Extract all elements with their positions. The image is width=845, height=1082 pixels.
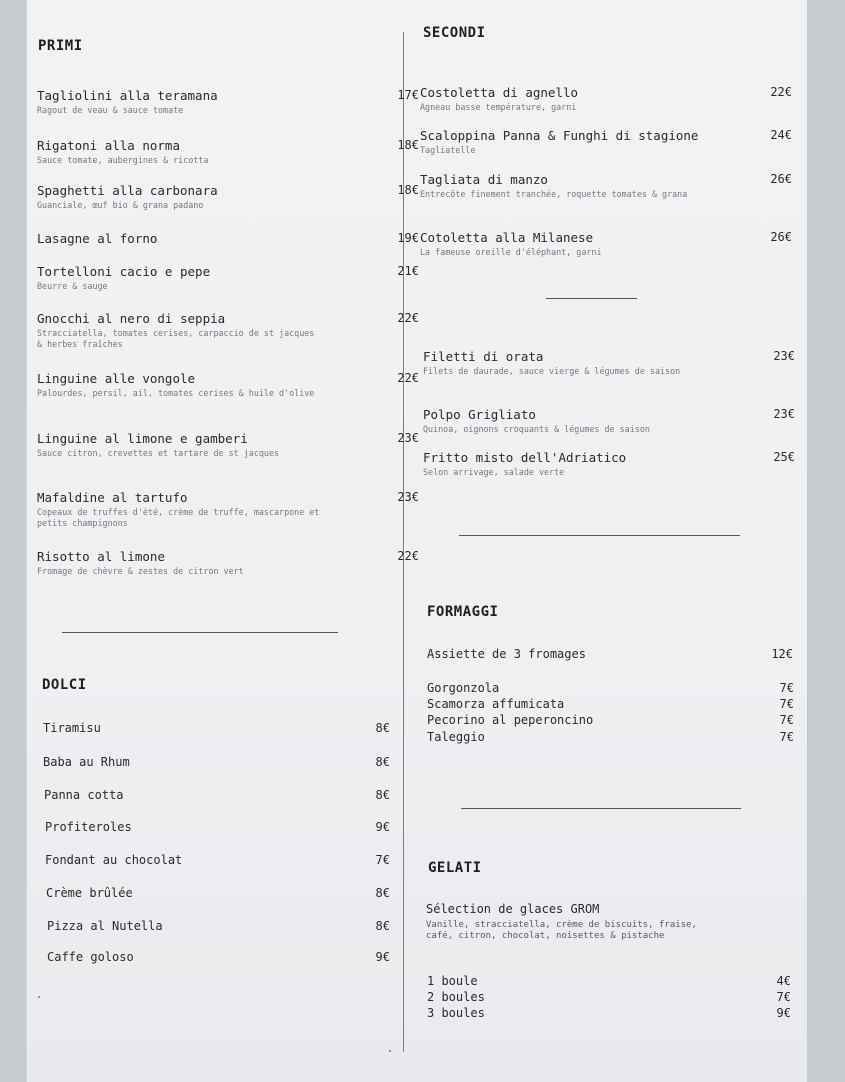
dessert-name: Profiteroles bbox=[45, 820, 132, 834]
cheese-row bbox=[427, 697, 794, 711]
dessert-name: Fondant au chocolat bbox=[45, 853, 183, 867]
dessert-name: Baba au Rhum bbox=[43, 755, 130, 769]
item-name: Tagliolini alla teramana bbox=[37, 88, 218, 103]
item-name: Cotoletta alla Milanese bbox=[420, 230, 594, 245]
item-name: Linguine al limone e gamberi bbox=[37, 431, 248, 446]
dessert-row bbox=[45, 853, 390, 867]
cheese-price: 7€ bbox=[779, 730, 794, 744]
dessert-name: Pizza al Nutella bbox=[47, 919, 163, 933]
item-name: Linguine alle vongole bbox=[37, 371, 196, 386]
item-name: Gnocchi al nero di seppia bbox=[37, 311, 226, 326]
dessert-price: 9€ bbox=[375, 950, 390, 964]
cheese-name: Gorgonzola bbox=[427, 681, 500, 695]
item-price: 19€ bbox=[397, 231, 419, 245]
secondi-heading: SECONDI bbox=[423, 25, 486, 41]
gelati-flavours: Vanille, stracciatella, crème de biscuits, fraise, café, citron, chocolat, noisettes & pistache bbox=[426, 920, 697, 941]
menu-item bbox=[37, 311, 419, 350]
item-description: Beurre & sauge bbox=[37, 281, 108, 291]
dessert-row bbox=[47, 950, 390, 964]
menu-item bbox=[420, 172, 792, 200]
cheese-price: 7€ bbox=[779, 697, 794, 711]
item-price: 23€ bbox=[397, 431, 419, 445]
section-rule bbox=[461, 808, 741, 809]
item-description: Palourdes, persil, ail, tomates cerises & huile d'olive bbox=[37, 388, 315, 398]
cheese-name: Taleggio bbox=[427, 730, 485, 744]
dessert-price: 8€ bbox=[375, 755, 390, 769]
item-name: Tortelloni cacio e pepe bbox=[37, 264, 211, 279]
cheese-row bbox=[427, 730, 794, 744]
item-description: Entrecôte finement tranchée, roquette tomates & grana bbox=[420, 189, 688, 199]
section-rule bbox=[546, 298, 637, 299]
menu-item bbox=[420, 230, 792, 258]
item-description: Quinoa, oignons croquants & légumes de saison bbox=[423, 424, 650, 434]
dessert-row bbox=[43, 721, 390, 735]
menu-item bbox=[423, 349, 795, 377]
item-name: Rigatoni alla norma bbox=[37, 138, 180, 153]
item-price: 18€ bbox=[397, 138, 419, 152]
gelato-price: 7€ bbox=[776, 990, 791, 1004]
menu-item bbox=[420, 128, 792, 156]
item-name: Tagliata di manzo bbox=[420, 172, 548, 187]
dessert-row bbox=[47, 919, 390, 933]
item-name: Lasagne al forno bbox=[37, 231, 158, 246]
item-price: 22€ bbox=[397, 311, 419, 325]
item-price: 23€ bbox=[773, 349, 795, 363]
section-rule bbox=[459, 535, 740, 536]
cheese-plate-name: Assiette de 3 fromages bbox=[427, 647, 586, 661]
menu-item bbox=[423, 407, 795, 435]
menu-item bbox=[37, 549, 419, 577]
dessert-row bbox=[43, 755, 390, 769]
item-name: Costoletta di agnello bbox=[420, 85, 579, 100]
gelato-row bbox=[427, 974, 791, 988]
menu-item bbox=[37, 264, 419, 292]
dessert-name: Tiramisu bbox=[43, 721, 101, 735]
gelato-row bbox=[427, 990, 791, 1004]
gelato-price: 9€ bbox=[776, 1006, 791, 1020]
primi-heading: PRIMI bbox=[38, 38, 83, 54]
gelati-heading: GELATI bbox=[428, 860, 482, 876]
cheese-row bbox=[427, 681, 794, 695]
item-price: 25€ bbox=[773, 450, 795, 464]
item-name: Fritto misto dell'Adriatico bbox=[423, 450, 627, 465]
cheese-plate-price: 12€ bbox=[771, 647, 793, 661]
section-rule bbox=[62, 632, 338, 633]
cheese-row bbox=[427, 713, 794, 727]
cheese-name: Pecorino al peperoncino bbox=[427, 713, 594, 727]
item-description: Sauce citron, crevettes et tartare de st jacques bbox=[37, 448, 280, 458]
item-description: Fromage de chèvre & zestes de citron vert bbox=[37, 566, 244, 576]
item-description: Selon arrivage, salade verte bbox=[423, 467, 565, 477]
item-name: Spaghetti alla carbonara bbox=[37, 183, 218, 198]
dessert-price: 8€ bbox=[375, 788, 390, 802]
gelati-selection: Sélection de glaces GROM bbox=[426, 902, 600, 916]
item-price: 26€ bbox=[770, 172, 792, 186]
item-price: 22€ bbox=[397, 371, 419, 385]
dessert-name: Caffe goloso bbox=[47, 950, 134, 964]
menu-item bbox=[420, 85, 792, 113]
item-price: 17€ bbox=[397, 88, 419, 102]
item-description: Ragout de veau & sauce tomate bbox=[37, 105, 184, 115]
gelato-price: 4€ bbox=[776, 974, 791, 988]
item-price: 22€ bbox=[770, 85, 792, 99]
dessert-row bbox=[45, 820, 390, 834]
gelato-row bbox=[427, 1006, 791, 1020]
item-name: Mafaldine al tartufo bbox=[37, 490, 188, 505]
item-price: 26€ bbox=[770, 230, 792, 244]
item-price: 22€ bbox=[397, 549, 419, 563]
item-description: Stracciatella, tomates cerises, carpaccio de st jacques & herbes fraîches bbox=[37, 328, 315, 349]
gelato-size: 3 boules bbox=[427, 1006, 485, 1020]
gelati-flavours-block bbox=[426, 918, 726, 942]
menu-item bbox=[37, 490, 419, 529]
item-price: 18€ bbox=[397, 183, 419, 197]
item-price: 23€ bbox=[773, 407, 795, 421]
item-price: 24€ bbox=[770, 128, 792, 142]
item-description: Copeaux de truffes d'été, crème de truffe, mascarpone et petits champignons bbox=[37, 507, 320, 528]
item-price: 21€ bbox=[397, 264, 419, 278]
item-description: Agneau basse température, garni bbox=[420, 102, 577, 112]
menu-item bbox=[37, 371, 419, 399]
item-price: 23€ bbox=[397, 490, 419, 504]
menu-item bbox=[37, 88, 419, 116]
cheese-name: Scamorza affumicata bbox=[427, 697, 565, 711]
gelato-size: 1 boule bbox=[427, 974, 478, 988]
item-name: Polpo Grigliato bbox=[423, 407, 536, 422]
item-description: Guanciale, œuf bio & grana padano bbox=[37, 200, 204, 210]
cheese-price: 7€ bbox=[779, 713, 794, 727]
cheese-plate-row bbox=[427, 647, 793, 661]
formaggi-heading: FORMAGGI bbox=[427, 604, 499, 620]
paper-speck bbox=[38, 996, 40, 998]
dessert-price: 8€ bbox=[375, 886, 390, 900]
menu-item bbox=[37, 183, 419, 211]
item-name: Filetti di orata bbox=[423, 349, 544, 364]
dessert-price: 9€ bbox=[375, 820, 390, 834]
dessert-row bbox=[46, 886, 390, 900]
menu-item bbox=[37, 138, 419, 166]
gelato-size: 2 boules bbox=[427, 990, 485, 1004]
dessert-row bbox=[44, 788, 390, 802]
item-description: Tagliatelle bbox=[420, 145, 476, 155]
dessert-name: Panna cotta bbox=[44, 788, 124, 802]
item-name: Risotto al limone bbox=[37, 549, 165, 564]
menu-item bbox=[37, 231, 419, 246]
cheese-price: 7€ bbox=[779, 681, 794, 695]
dessert-price: 8€ bbox=[375, 919, 390, 933]
menu-item bbox=[423, 450, 795, 478]
dessert-name: Crème brûlée bbox=[46, 886, 133, 900]
dessert-price: 7€ bbox=[375, 853, 390, 867]
item-description: Filets de daurade, sauce vierge & légumes de saison bbox=[423, 366, 681, 376]
dolci-heading: DOLCI bbox=[42, 677, 87, 693]
item-name: Scaloppina Panna & Funghi di stagione bbox=[420, 128, 699, 143]
menu-item bbox=[37, 431, 419, 459]
item-description: La fameuse oreille d'éléphant, garni bbox=[420, 247, 602, 257]
item-description: Sauce tomate, aubergines & ricotta bbox=[37, 155, 209, 165]
dessert-price: 8€ bbox=[375, 721, 390, 735]
paper-speck bbox=[389, 1050, 391, 1052]
